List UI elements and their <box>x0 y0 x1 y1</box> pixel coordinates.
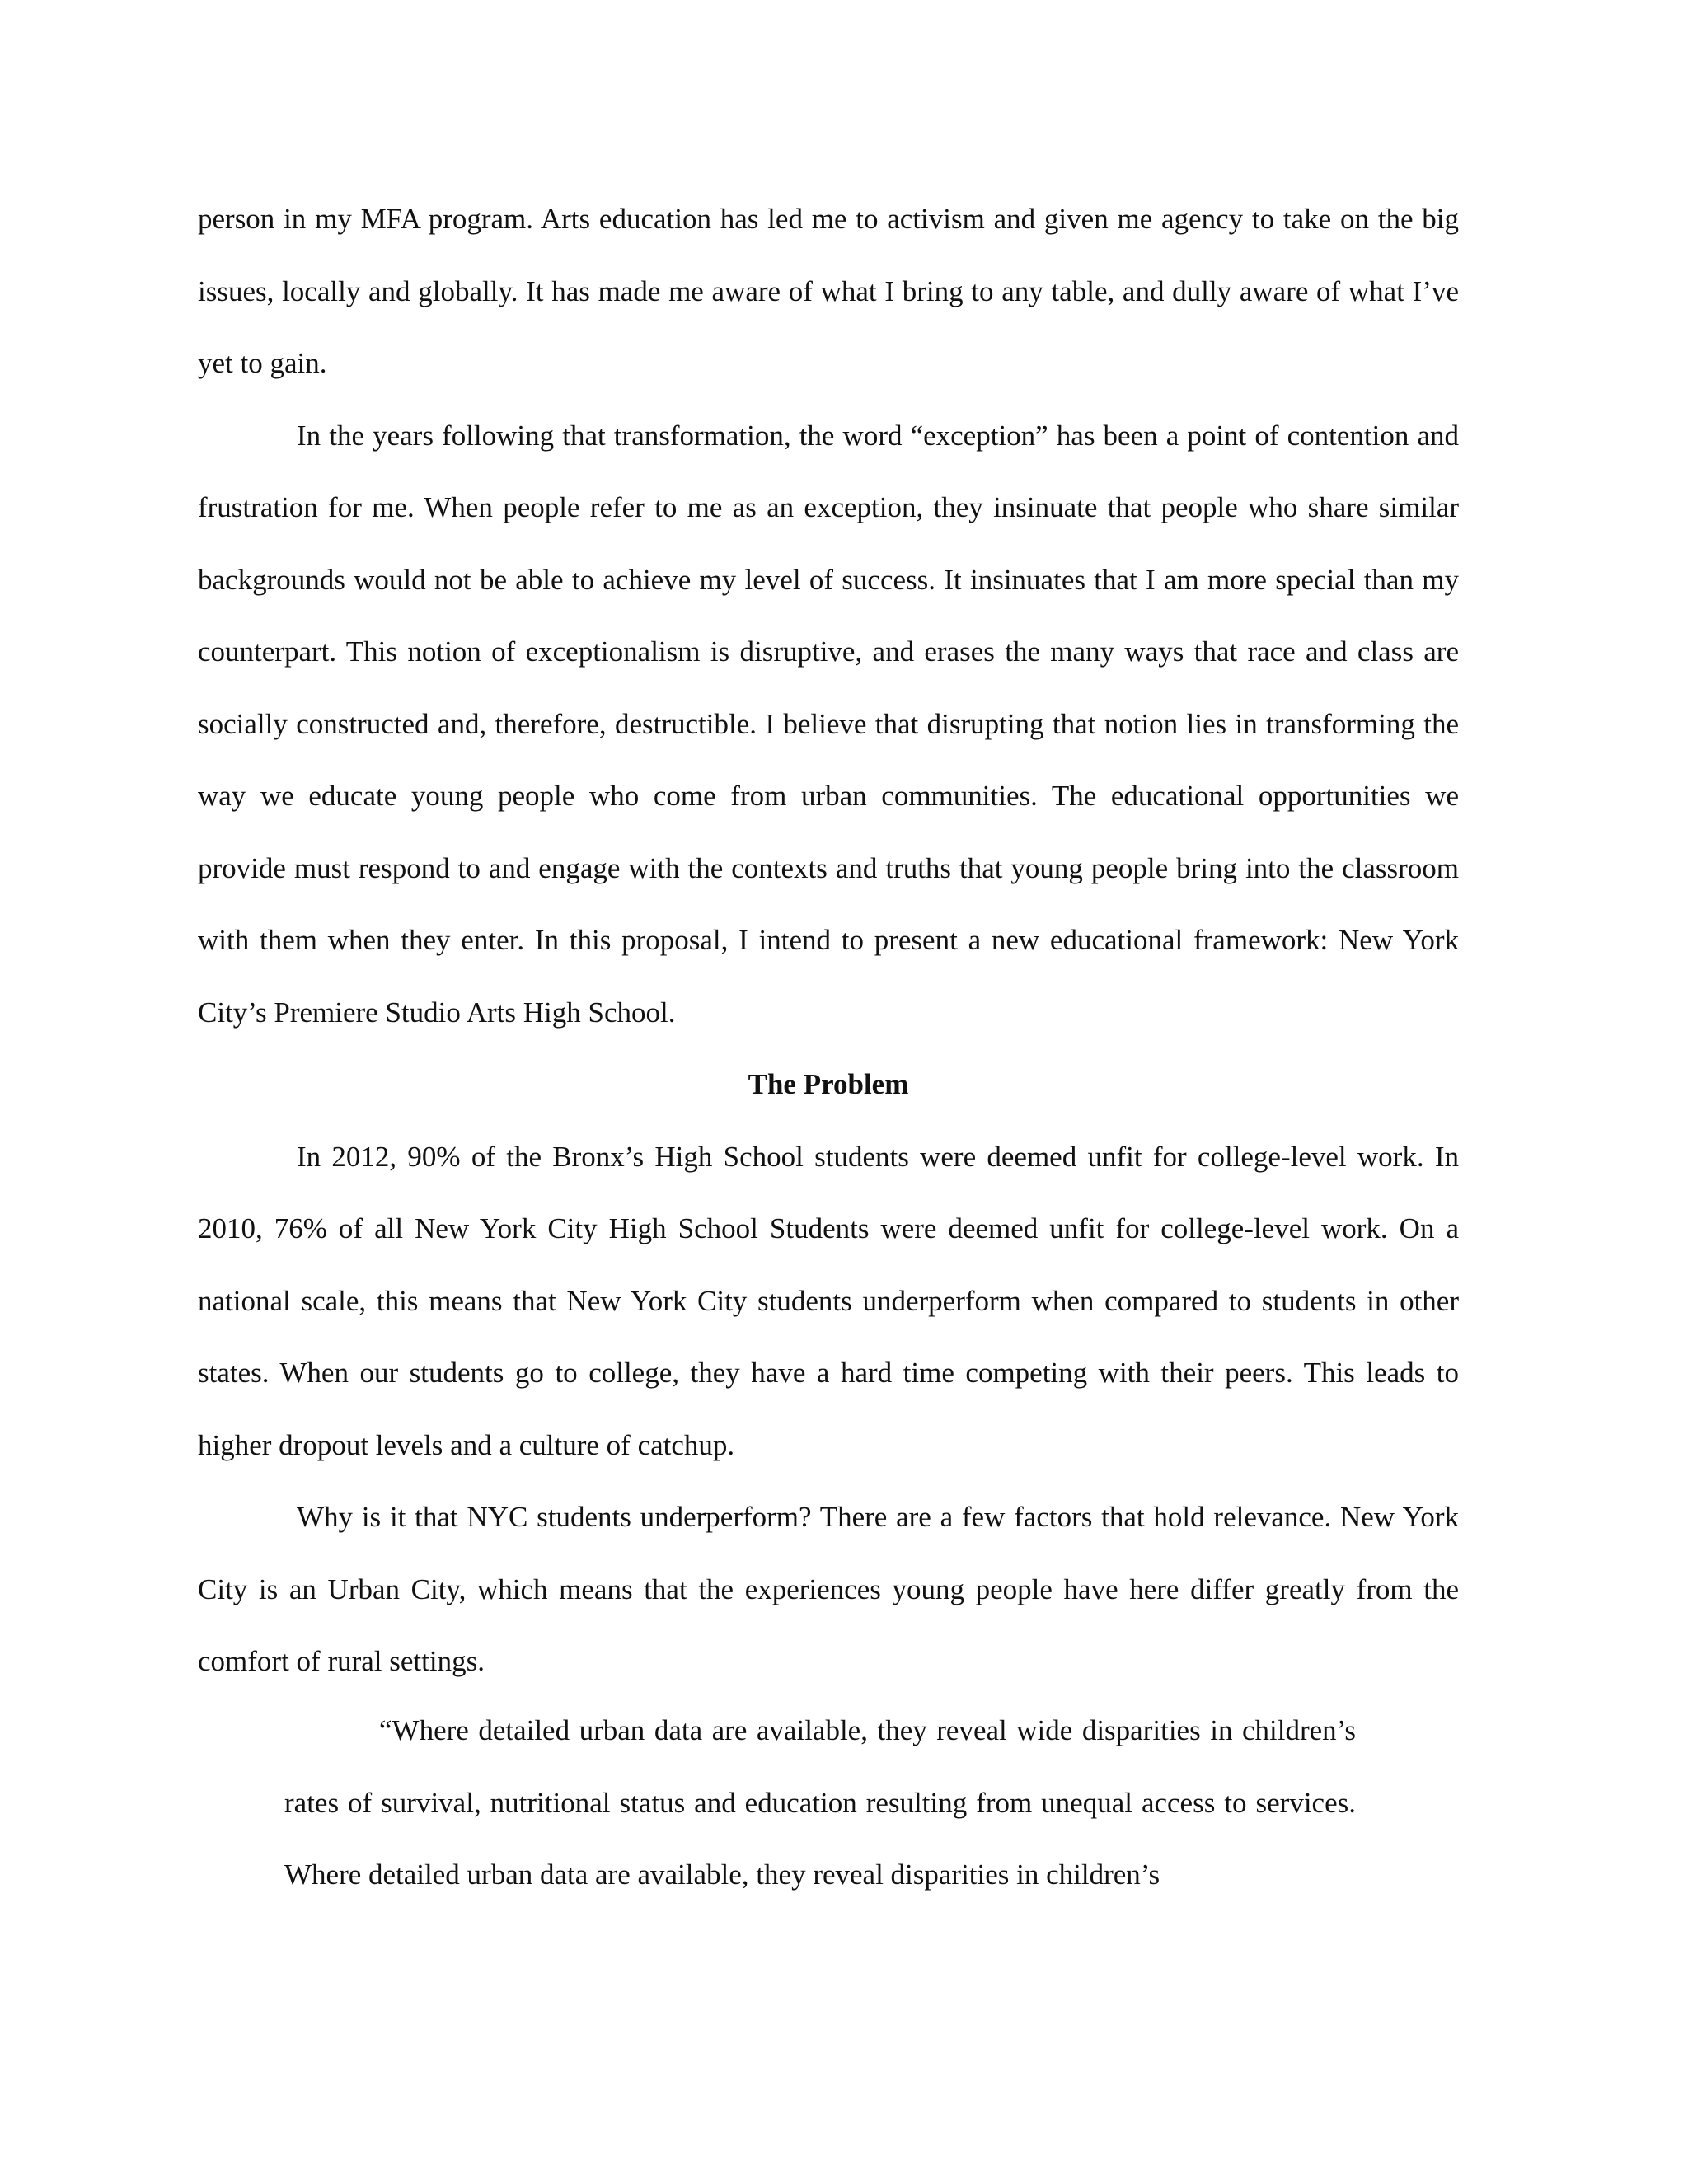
body-text-top <box>198 183 1459 1698</box>
paragraph-statistics: In 2012, 90% of the Bronx’s High School students were deemed unfit for college-level work. In 2010, 76% of all New York City High School Students were deemed unfit for college-level work. On a national scale, this means that New York City students underperform when compared to students in other states. When our students go to college, they have a hard time competing with their peers. This leads to higher dropout levels and a culture of catchup. <box>198 1140 1459 1461</box>
paragraph-continuation: person in my MFA program. Arts education has led me to activism and given me agency to take on the big issues, locally and globally. It has made me aware of what I bring to any table, and dully aware of what I’ve yet to gain. <box>198 203 1459 379</box>
block-quote: “Where detailed urban data are available, they reveal wide disparities in children’s rates of survival, nutritional status and education resulting from unequal access to services. Where detailed urban data are available, they reveal disparities in children’s <box>284 1714 1356 1891</box>
section-heading: The Problem <box>748 1068 909 1100</box>
paragraph-underperform: Why is it that NYC students underperform? There are a few factors that hold relevance. New York City is an Urban City, which means that the experiences young people have here differ greatly from the comfort of rural settings. <box>198 1501 1459 1677</box>
paragraph-exception: In the years following that transformation, the word “exception” has been a point of contention and frustration for me. When people refer to me as an exception, they insinuate that people who share similar backgrounds would not be able to achieve my level of success. It insinuates that I am more special than my counterpart. This notion of exceptionalism is disruptive, and erases the many ways that race and class are socially constructed and, therefore, destructible. I believe that disrupting that notion lies in transforming the way we educate young people who come from urban communities. The educational opportunities we provide must respond to and engage with the contexts and truths that young people bring into the classroom with them when they enter. In this proposal, I intend to present a new educational framework: New York City’s Premiere Studio Arts High School. <box>198 419 1459 1029</box>
